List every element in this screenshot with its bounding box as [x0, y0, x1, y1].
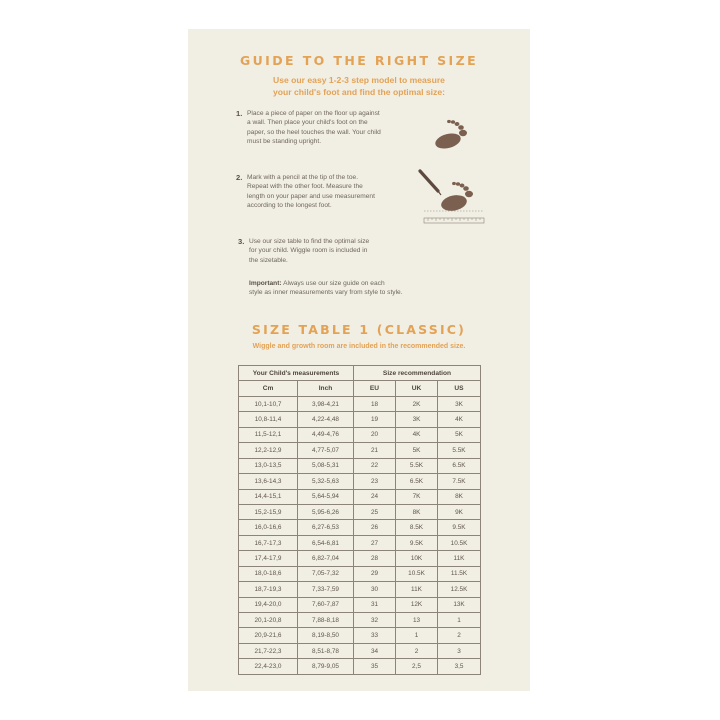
- cell-uk: 12K: [396, 597, 438, 612]
- size-table-title: SIZE TABLE 1 (CLASSIC): [251, 322, 467, 337]
- cell-uk: 8.5K: [396, 520, 438, 535]
- cell-inch: 8,51-8,78: [298, 643, 354, 658]
- cell-cm: 19,4-20,0: [239, 597, 298, 612]
- cell-eu: 19: [354, 412, 396, 427]
- cell-uk: 1: [396, 628, 438, 643]
- cell-uk: 8K: [396, 504, 438, 519]
- cell-uk: 2,5: [396, 659, 438, 674]
- column-header-us: US: [438, 381, 481, 396]
- cell-us: 6.5K: [438, 458, 481, 473]
- step-3-text: [249, 237, 449, 265]
- footprint-icon: [416, 109, 486, 159]
- table-row: [239, 535, 481, 550]
- cell-cm: 18,0-18,6: [239, 566, 298, 581]
- step-3-line: for your child. Wiggle room is included in: [249, 247, 368, 255]
- cell-inch: 7,60-7,87: [298, 597, 354, 612]
- cell-inch: 3,98-4,21: [298, 396, 354, 411]
- cell-eu: 28: [354, 551, 396, 566]
- cell-cm: 17,4-17,9: [239, 551, 298, 566]
- cell-us: 8K: [438, 489, 481, 504]
- table-row: [239, 396, 481, 411]
- cell-us: 3K: [438, 396, 481, 411]
- cell-inch: 4,49-4,76: [298, 427, 354, 442]
- table-body: [239, 396, 481, 674]
- cell-inch: 5,08-5,31: [298, 458, 354, 473]
- cell-eu: 26: [354, 520, 396, 535]
- guide-subtitle: [228, 74, 490, 98]
- step-2-number: 2.: [236, 173, 243, 182]
- cell-cm: 15,2-15,9: [239, 504, 298, 519]
- cell-inch: 7,88-8,18: [298, 613, 354, 628]
- cell-us: 2: [438, 628, 481, 643]
- step-1-line: paper, so the heel touches the wall. Your child: [247, 128, 381, 136]
- cell-us: 9.5K: [438, 520, 481, 535]
- cell-cm: 20,9-21,6: [239, 628, 298, 643]
- cell-uk: 2: [396, 643, 438, 658]
- guide-subtitle-line-2: your child's foot and find the optimal size:: [272, 87, 445, 97]
- important-text-2: style as inner measurements vary from style to style.: [249, 289, 403, 297]
- table-row: [239, 412, 481, 427]
- table-row: [239, 582, 481, 597]
- cell-cm: 20,1-20,8: [239, 613, 298, 628]
- cell-uk: 2K: [396, 396, 438, 411]
- footprint-pencil-ruler-icon: [414, 167, 488, 233]
- cell-cm: 14,4-15,1: [239, 489, 298, 504]
- cell-us: 5.5K: [438, 443, 481, 458]
- cell-eu: 32: [354, 613, 396, 628]
- important-note: [249, 279, 489, 298]
- important-label: Important:: [249, 280, 282, 287]
- cell-eu: 23: [354, 474, 396, 489]
- column-header-inch: Inch: [298, 381, 354, 396]
- table-row: [239, 643, 481, 658]
- size-guide-card: [188, 29, 530, 691]
- group-header-measurements: Your Child's measurements: [239, 366, 354, 381]
- cell-eu: 30: [354, 582, 396, 597]
- column-header-cm: Cm: [239, 381, 298, 396]
- guide-subtitle-line-1: Use our easy 1-2-3 step model to measure: [273, 75, 445, 85]
- table-group-header-row: [239, 366, 481, 381]
- cell-eu: 29: [354, 566, 396, 581]
- cell-eu: 21: [354, 443, 396, 458]
- cell-cm: 13,6-14,3: [239, 474, 298, 489]
- cell-uk: 11K: [396, 582, 438, 597]
- cell-cm: 18,7-19,3: [239, 582, 298, 597]
- step-2-line: Mark with a pencil at the tip of the toe.: [247, 174, 359, 181]
- step-1-text: [247, 109, 427, 147]
- cell-eu: 34: [354, 643, 396, 658]
- table-row: [239, 597, 481, 612]
- cell-eu: 24: [354, 489, 396, 504]
- cell-cm: 10,8-11,4: [239, 412, 298, 427]
- cell-inch: 5,64-5,94: [298, 489, 354, 504]
- cell-cm: 12,2-12,9: [239, 443, 298, 458]
- step-2-line: according to the longest foot.: [247, 202, 332, 210]
- cell-cm: 11,5-12,1: [239, 427, 298, 442]
- table-row: [239, 628, 481, 643]
- cell-cm: 10,1-10,7: [239, 396, 298, 411]
- table-row: [239, 504, 481, 519]
- cell-inch: 6,54-6,81: [298, 535, 354, 550]
- size-table-subtitle: Wiggle and growth room are included in the recommended size.: [252, 343, 466, 350]
- cell-cm: 21,7-22,3: [239, 643, 298, 658]
- cell-inch: 7,33-7,59: [298, 582, 354, 597]
- guide-title: GUIDE TO THE RIGHT SIZE: [239, 53, 479, 68]
- cell-inch: 7,05-7,32: [298, 566, 354, 581]
- cell-eu: 20: [354, 427, 396, 442]
- cell-eu: 35: [354, 659, 396, 674]
- table-row: [239, 474, 481, 489]
- cell-inch: 6,82-7,04: [298, 551, 354, 566]
- column-header-eu: EU: [354, 381, 396, 396]
- cell-us: 1: [438, 613, 481, 628]
- cell-uk: 6.5K: [396, 474, 438, 489]
- cell-us: 3,5: [438, 659, 481, 674]
- table-row: [239, 566, 481, 581]
- table-row: [239, 659, 481, 674]
- cell-us: 11K: [438, 551, 481, 566]
- cell-cm: 22,4-23,0: [239, 659, 298, 674]
- cell-inch: 8,19-8,50: [298, 628, 354, 643]
- table-row: [239, 489, 481, 504]
- cell-uk: 10K: [396, 551, 438, 566]
- step-3-number: 3.: [238, 237, 245, 246]
- cell-eu: 27: [354, 535, 396, 550]
- step-1-line: Place a piece of paper on the floor up against: [247, 110, 380, 117]
- cell-cm: 13,0-13,5: [239, 458, 298, 473]
- table-row: [239, 427, 481, 442]
- cell-us: 13K: [438, 597, 481, 612]
- cell-inch: 5,95-6,26: [298, 504, 354, 519]
- cell-us: 5K: [438, 427, 481, 442]
- cell-uk: 3K: [396, 412, 438, 427]
- cell-inch: 5,32-5,63: [298, 474, 354, 489]
- step-2-text: [247, 173, 427, 211]
- cell-uk: 7K: [396, 489, 438, 504]
- cell-uk: 5.5K: [396, 458, 438, 473]
- cell-us: 12.5K: [438, 582, 481, 597]
- cell-us: 3: [438, 643, 481, 658]
- cell-cm: 16,0-16,6: [239, 520, 298, 535]
- cell-us: 10.5K: [438, 535, 481, 550]
- step-2-line: Repeat with the other foot. Measure the: [247, 183, 363, 191]
- cell-eu: 25: [354, 504, 396, 519]
- step-3-line: the sizetable.: [249, 256, 288, 264]
- step-1-line: a wall. Then place your child's foot on the: [247, 119, 368, 127]
- cell-cm: 16,7-17,3: [239, 535, 298, 550]
- group-header-recommendation: Size recommendation: [354, 366, 481, 381]
- cell-inch: 4,77-5,07: [298, 443, 354, 458]
- cell-eu: 33: [354, 628, 396, 643]
- table-row: [239, 613, 481, 628]
- table-row: [239, 551, 481, 566]
- cell-us: 9K: [438, 504, 481, 519]
- cell-eu: 18: [354, 396, 396, 411]
- cell-inch: 8,79-9,05: [298, 659, 354, 674]
- cell-uk: 9.5K: [396, 535, 438, 550]
- table-row: [239, 520, 481, 535]
- table-row: [239, 458, 481, 473]
- size-table: [238, 365, 481, 675]
- step-3-line: Use our size table to find the optimal size: [249, 238, 370, 245]
- cell-eu: 22: [354, 458, 396, 473]
- table-column-header-row: [239, 381, 481, 396]
- column-header-uk: UK: [396, 381, 438, 396]
- cell-uk: 10.5K: [396, 566, 438, 581]
- cell-us: 4K: [438, 412, 481, 427]
- cell-inch: 6,27-6,53: [298, 520, 354, 535]
- cell-us: 11.5K: [438, 566, 481, 581]
- step-1-number: 1.: [236, 109, 243, 118]
- cell-uk: 13: [396, 613, 438, 628]
- cell-eu: 31: [354, 597, 396, 612]
- cell-inch: 4,22-4,48: [298, 412, 354, 427]
- table-row: [239, 443, 481, 458]
- step-1-line: must be standing upright.: [247, 138, 322, 146]
- cell-uk: 4K: [396, 427, 438, 442]
- important-text-1: Always use our size guide on each: [281, 280, 385, 287]
- cell-us: 7.5K: [438, 474, 481, 489]
- step-2-line: length on your paper and use measurement: [247, 192, 375, 200]
- cell-uk: 5K: [396, 443, 438, 458]
